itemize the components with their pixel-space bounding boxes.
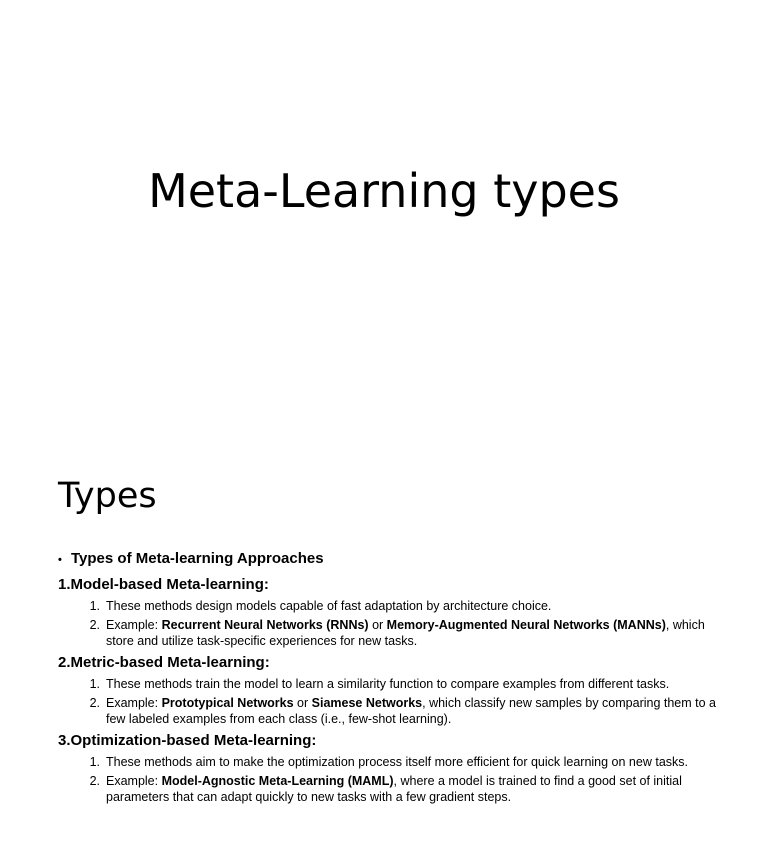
intro-bullet (58, 548, 718, 571)
intro-bullet-text: Types of Meta-learning Approaches (71, 550, 324, 567)
section-heading: Types (58, 476, 157, 516)
group-list-metric-based (58, 676, 718, 727)
example-suffix: , where a model is trained to find a good set of initial parameters that can adapt quickly to new tasks with a few gradient steps. (106, 774, 682, 804)
example-term: Siamese Networks (311, 696, 423, 710)
example-term: Model-Agnostic Meta-Learning (MAML) (161, 774, 394, 788)
example-suffix: , which classify new samples by comparing them to a few labeled examples from each class (i.e., few-shot learning). (106, 696, 716, 726)
list-item (58, 598, 718, 614)
bullet-dot-icon: • (58, 554, 62, 566)
example-term: Memory-Augmented Neural Networks (MANNs) (386, 618, 666, 632)
slide-title: Meta-Learning types (148, 164, 620, 218)
group-list-optimization-based (58, 754, 718, 805)
list-item-number: 1. (89, 755, 100, 769)
list-item-text (100, 617, 718, 649)
list-item-number: 2. (89, 774, 100, 788)
group-title-metric-based: 2.Metric-based Meta-learning: (58, 654, 270, 671)
list-item-text (100, 773, 718, 805)
example-connector: or (368, 618, 387, 632)
example-term: Recurrent Neural Networks (RNNs) (161, 618, 369, 632)
list-item (58, 676, 718, 692)
example-prefix: Example: (106, 774, 162, 788)
example-suffix: , which store and utilize task-specific experiences for new tasks. (106, 618, 705, 648)
example-connector: or (293, 696, 312, 710)
content-body (58, 548, 718, 808)
list-item-number: 2. (89, 696, 100, 710)
group-title-model-based: 1.Model-based Meta-learning: (58, 576, 269, 593)
list-item-text (100, 695, 718, 727)
list-item-number: 2. (89, 618, 100, 632)
list-item (58, 754, 718, 770)
list-item-text: These methods aim to make the optimization process itself more efficient for quick learning on new tasks. (106, 755, 688, 769)
list-item-number: 1. (89, 599, 100, 613)
example-prefix: Example: (106, 618, 162, 632)
list-item (58, 773, 718, 805)
example-term: Prototypical Networks (161, 696, 294, 710)
list-item-number: 1. (89, 677, 100, 691)
group-title-optimization-based: 3.Optimization-based Meta-learning: (58, 732, 317, 749)
group-list-model-based (58, 598, 718, 649)
list-item (58, 695, 718, 727)
list-item-text: These methods train the model to learn a similarity function to compare examples from different tasks. (106, 677, 670, 691)
example-prefix: Example: (106, 696, 162, 710)
list-item (58, 617, 718, 649)
list-item-text: These methods design models capable of fast adaptation by architecture choice. (106, 599, 552, 613)
